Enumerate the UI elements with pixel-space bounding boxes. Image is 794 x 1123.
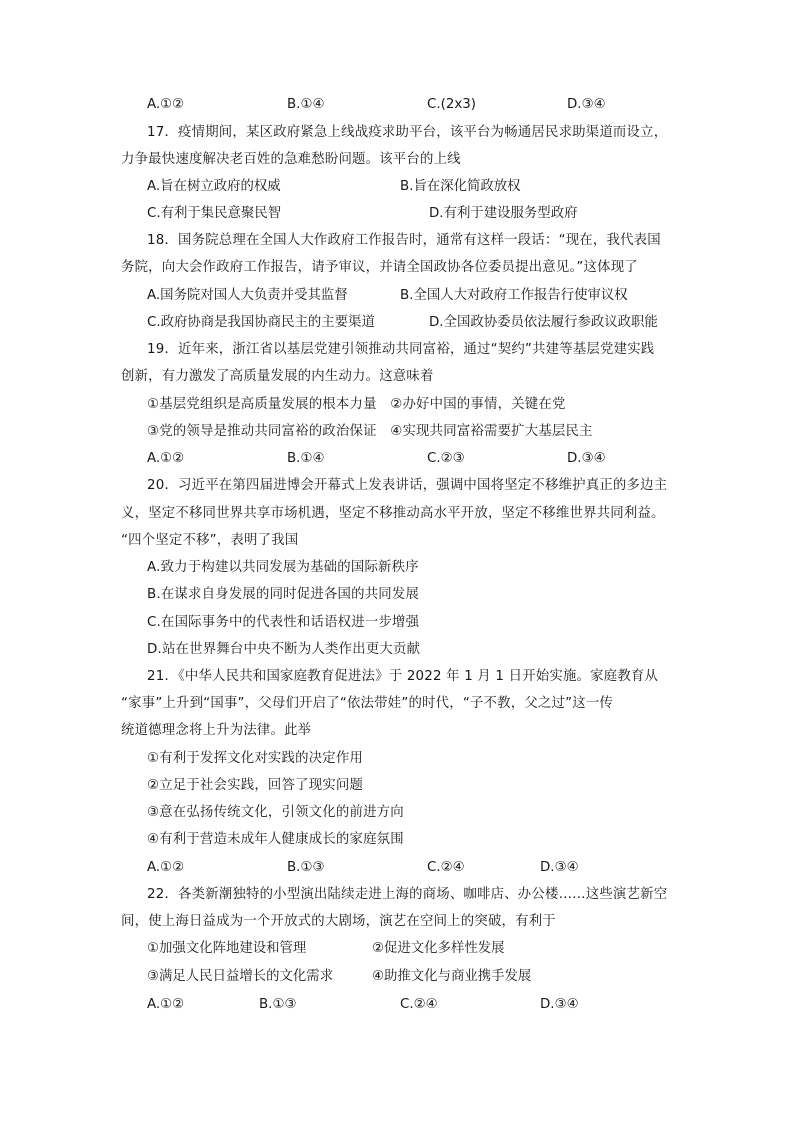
- q19-statements-line2: ③党的领导是推动共同富裕的政治保证 ④实现共同富裕需要扩大基层民主: [147, 424, 593, 439]
- q21-option-d: D.③④: [540, 860, 579, 875]
- q17-stem-line2: 力争最快速度解决老百姓的急难愁盼问题。该平台的上线: [121, 152, 461, 167]
- q21-stem-line2: “家事”上升到“国事”，父母们开启了“依法带娃”的时代，“子不教，父之过”这一传: [121, 696, 613, 711]
- q22-stem-line1: 22．各类新潮独特的小型演出陆续走进上海的商场、咖啡店、办公楼……这些演艺新空: [147, 887, 668, 902]
- q18-option-b: B.全国人大对政府工作报告行使审议权: [400, 288, 628, 303]
- q22-option-a: A.①②: [147, 997, 185, 1012]
- q22-stem-line2: 间，使上海日益成为一个开放式的大剧场，演艺在空间上的突破，有利于: [121, 914, 556, 929]
- q16-option-c: C.(2x3): [427, 97, 477, 112]
- q19-option-b: B.①④: [287, 451, 325, 466]
- q19-option-d: D.③④: [567, 451, 606, 466]
- q17-option-a: A.旨在树立政府的权威: [147, 179, 281, 194]
- q20-option-a: A.致力于构建以共同发展为基础的国际新秩序: [147, 560, 419, 575]
- q16-option-a: A.①②: [147, 97, 185, 112]
- q16-option-b: B.①④: [287, 97, 325, 112]
- q22-statement-1: ①加强文化阵地建设和管理: [147, 941, 307, 956]
- q18-option-c: C.政府协商是我国协商民主的主要渠道: [147, 315, 375, 330]
- q21-stem-line3: 统道德理念将上升为法律。此举: [121, 723, 312, 738]
- q16-option-d: D.③④: [567, 97, 606, 112]
- q21-statement-1: ①有利于发挥文化对实践的决定作用: [147, 751, 364, 766]
- q21-stem-line1: 21．《中华人民共和国家庭教育促进法》于 2022 年 1 月 1 日开始实施。家庭教育从: [147, 669, 659, 684]
- q18-option-a: A.国务院对国人大负责并受其监督: [147, 288, 348, 303]
- q19-option-a: A.①②: [147, 451, 185, 466]
- q21-option-c: C.②④: [427, 860, 465, 875]
- q19-statements-line1: ①基层党组织是高质量发展的根本力量 ②办好中国的事情，关键在党: [147, 397, 566, 412]
- q22-statement-3: ③满足人民日益增长的文化需求: [147, 969, 334, 984]
- q22-option-b: B.①③: [259, 997, 297, 1012]
- q21-option-b: B.①③: [287, 860, 325, 875]
- q20-stem-line3: “四个坚定不移”，表明了我国: [121, 533, 299, 548]
- q17-stem-line1: 17．疫情期间，某区政府紧急上线战疫求助平台，该平台为畅通居民求助渠道而设立，: [147, 125, 668, 140]
- q17-option-b: B.旨在深化简政放权: [400, 179, 521, 194]
- q18-stem-line1: 18．国务院总理在全国人大作政府工作报告时，通常有这样一段话：“现在，我代表国: [147, 233, 661, 248]
- q22-statement-4: ④助推文化与商业携手发展: [372, 969, 532, 984]
- q21-statement-3: ③意在弘扬传统文化，引领文化的前进方向: [147, 805, 404, 820]
- q18-stem-line2: 务院，向大会作政府工作报告，请予审议，并请全国政协各位委员提出意见。”这体现了: [121, 260, 638, 275]
- q19-option-c: C.②③: [427, 451, 465, 466]
- q20-option-c: C.在国际事务中的代表性和话语权进一步增强: [147, 615, 420, 630]
- q18-option-d: D.全国政协委员依法履行参政议政职能: [429, 315, 658, 330]
- q22-option-d: D.③④: [540, 997, 579, 1012]
- q22-option-c: C.②④: [400, 997, 438, 1012]
- q21-statement-4: ④有利于营造未成年人健康成长的家庭氛围: [147, 832, 404, 847]
- q19-stem-line1: 19．近年来，浙江省以基层党建引领推动共同富裕，通过“契约”共建等基层党建实践: [147, 342, 655, 357]
- q20-option-d: D.站在世界舞台中央不断为人类作出更大贡献: [147, 642, 421, 657]
- q22-statement-2: ②促进文化多样性发展: [372, 941, 505, 956]
- q20-option-b: B.在谋求自身发展的同时促进各国的共同发展: [147, 587, 420, 602]
- q17-option-c: C.有利于集民意聚民智: [147, 206, 282, 221]
- q21-statement-2: ②立足于社会实践，回答了现实问题: [147, 778, 364, 793]
- q19-stem-line2: 创新，有力激发了高质量发展的内生动力。这意味着: [121, 369, 434, 384]
- q17-option-d: D.有利于建设服务型政府: [429, 206, 578, 221]
- q20-stem-line2: 义，坚定不移同世界共享市场机遇，坚定不移推动高水平开放，坚定不移维世界共同利益。: [121, 506, 665, 521]
- q20-stem-line1: 20．习近平在第四届进博会开幕式上发表讲话，强调中国将坚定不移维护真正的多边主: [147, 478, 668, 493]
- q21-option-a: A.①②: [147, 860, 185, 875]
